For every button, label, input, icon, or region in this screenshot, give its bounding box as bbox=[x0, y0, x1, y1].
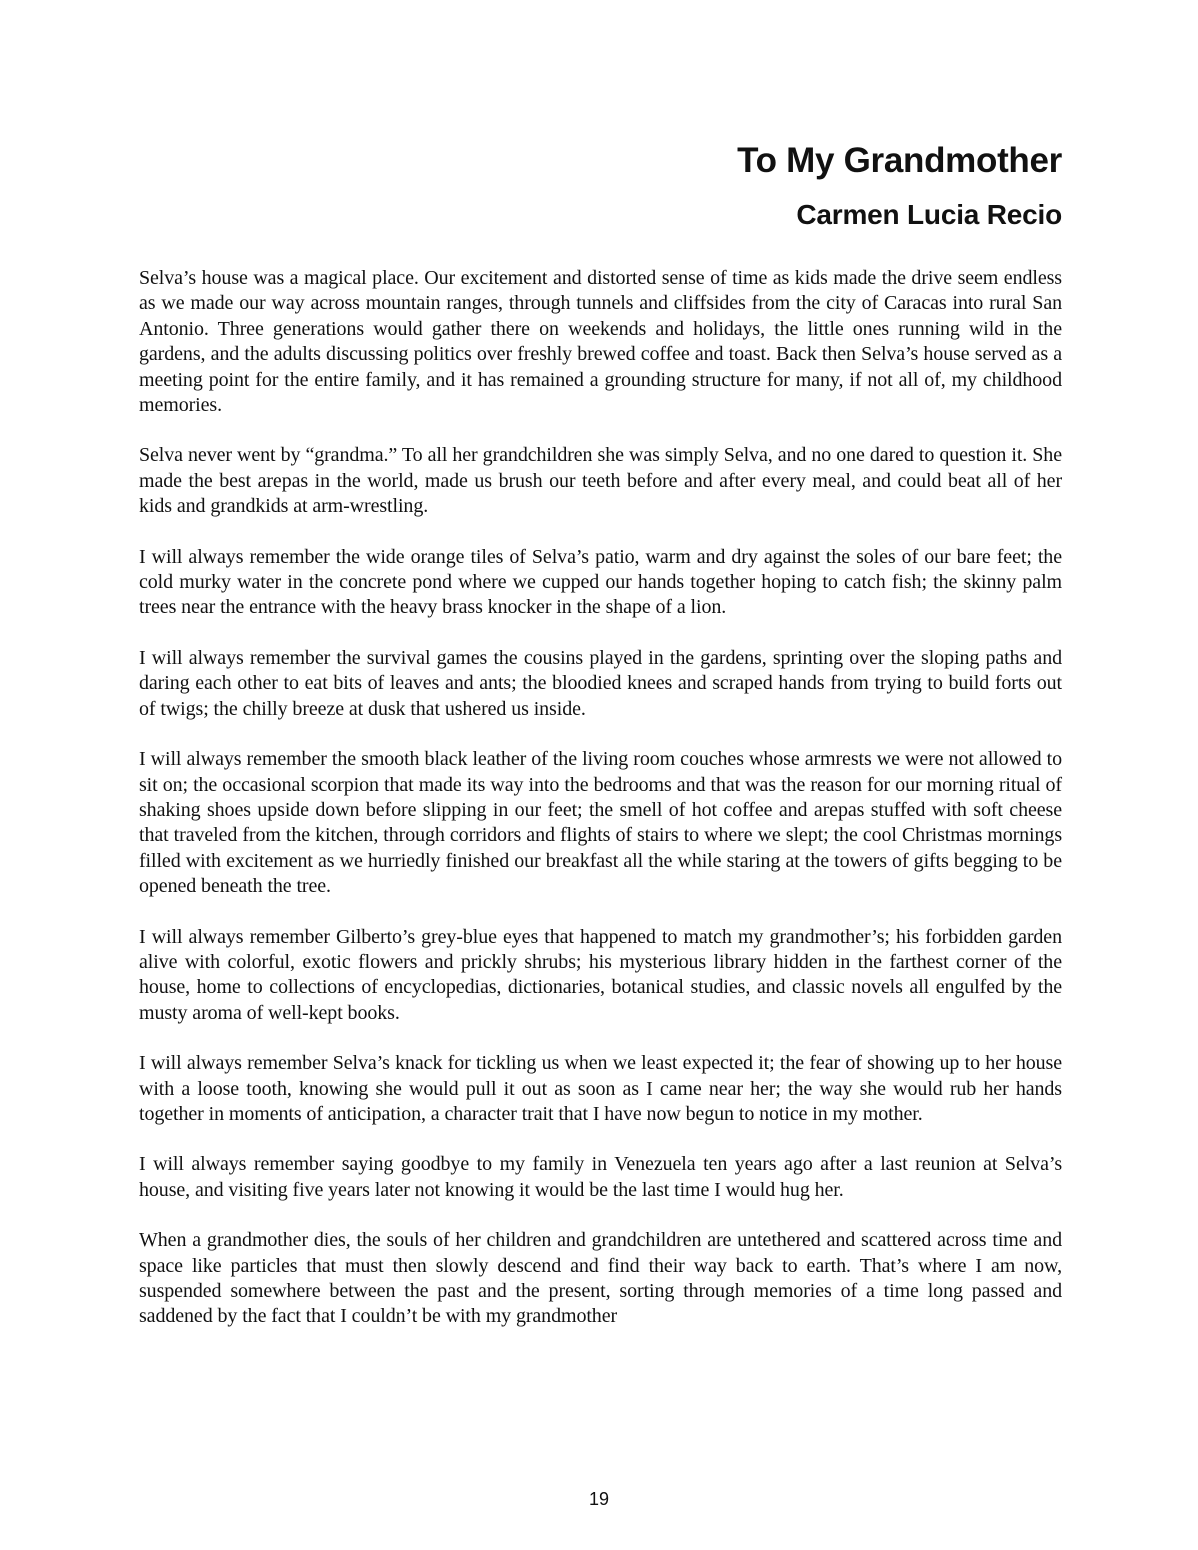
body-text bbox=[139, 266, 1062, 1355]
paragraph: I will always remember the smooth black leather of the living room couches whose armrests we were not allowed to sit on; the occasional scorpion that made its way into the bedrooms and that was the reason for our morning ritual of shaking shoes upside down before slipping in our feet; the smell of hot coffee and arepas stuffed with soft cheese that traveled from the kitchen, through corridors and flights of stairs to where we slept; the cool Christmas mornings filled with excitement as we hurriedly finished our breakfast all the while staring at the towers of gifts begging to be opened beneath the tree. bbox=[139, 748, 1062, 898]
paragraph: I will always remember Gilberto’s grey-blue eyes that happened to match my grandmother’s; his forbidden garden alive with colorful, exotic flowers and prickly shrubs; his mysterious library hidden in the farthest corner of the house, home to collections of encyclopedias, dictionaries, botanical studies, and classic novels all engulfed by the musty aroma of well-kept books. bbox=[139, 925, 1062, 1024]
paragraph: I will always remember Selva’s knack for tickling us when we least expected it; the fear of showing up to her house with a loose tooth, knowing she would pull it out as soon as I came near her; the way she would rub her hands together in moments of anticipation, a character trait that I have now begun to notice in my mother. bbox=[139, 1052, 1062, 1125]
paragraph: I will always remember the wide orange tiles of Selva’s patio, warm and dry against the soles of our bare feet; the cold murky water in the concrete pond where we cupped our hands together hoping to catch fish; the skinny palm trees near the entrance with the heavy brass knocker in the shape of a lion. bbox=[139, 545, 1062, 619]
paragraph: I will always remember saying goodbye to my family in Venezuela ten years ago after a last reunion at Selva’s house, and visiting five years later not knowing it would be the last time I would hug her. bbox=[139, 1153, 1062, 1201]
paragraph: I will always remember the survival games the cousins played in the gardens, sprinting over the sloping paths and daring each other to eat bits of leaves and ants; the bloodied knees and scraped hands from trying to build forts out of twigs; the chilly breeze at dusk that ushered us inside. bbox=[139, 646, 1062, 720]
page-number: 19 bbox=[588, 1489, 610, 1509]
paragraph: Selva never went by “grandma.” To all her grandchildren she was simply Selva, and no one dared to question it. She made the best arepas in the world, made us brush our teeth before and after every meal, and could beat all of her kids and grandkids at arm-wrestling. bbox=[139, 444, 1062, 518]
paragraph: When a grandmother dies, the souls of her children and grandchildren are untethered and scattered across time and space like particles that must then slowly descend and find their way back to earth. That’s where I am now, suspended somewhere between the past and the present, sorting through memories of a time long passed and saddened by the fact that I couldn’t be with my grandmother bbox=[139, 1229, 1062, 1328]
paragraph: Selva’s house was a magical place. Our excitement and distorted sense of time as kids made the drive seem endless as we made our way across mountain ranges, through tunnels and cliffsides from the city of Caracas into rural San Antonio. Three generations would gather there on weekends and holidays, the little ones running wild in the gardens, and the adults discussing politics over freshly brewed coffee and toast. Back then Selva’s house served as a meeting point for the entire family, and it has remained a grounding structure for many, if not all of, my childhood memories. bbox=[139, 267, 1062, 417]
page-title: To My Grandmother bbox=[737, 141, 1062, 180]
author-name: Carmen Lucia Recio bbox=[796, 199, 1062, 230]
